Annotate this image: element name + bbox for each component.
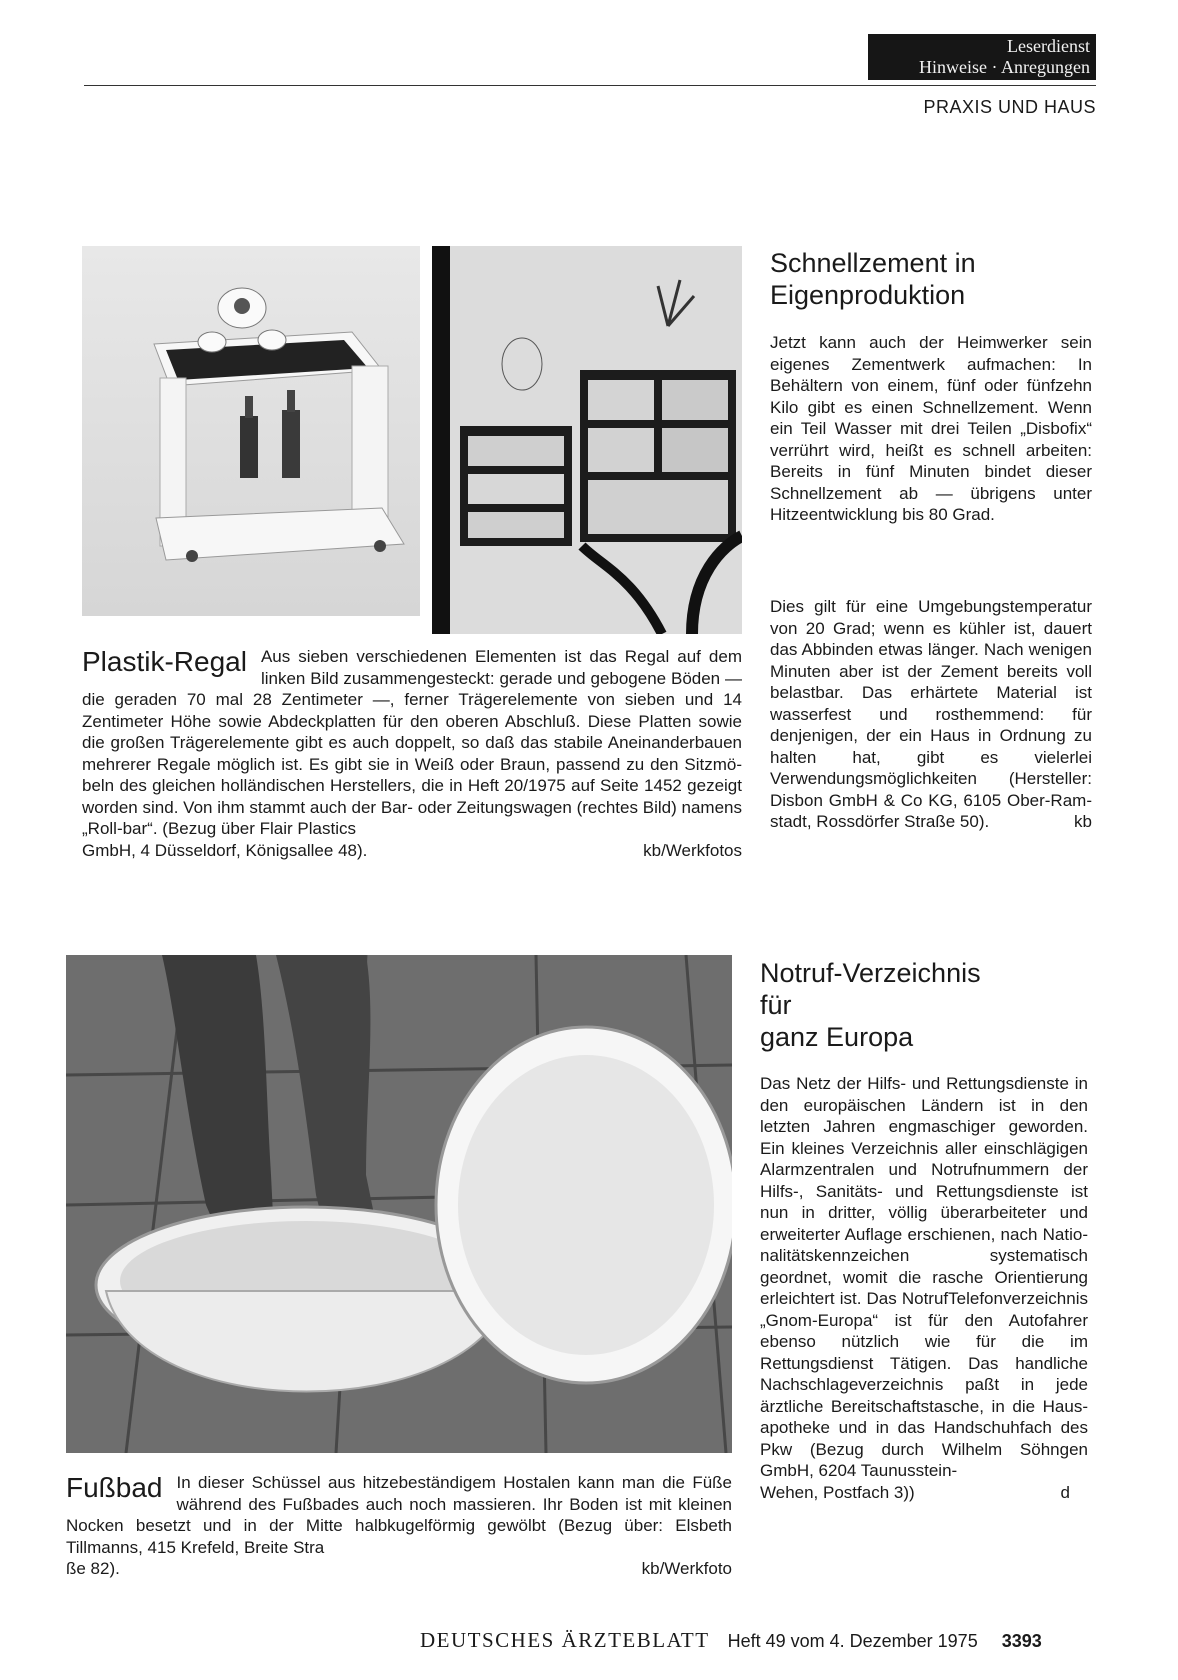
plastik-regal-caption: [82, 646, 742, 861]
schnellzement-signature: kb: [1074, 812, 1092, 831]
fussbad-last-line: ße 82).: [66, 1559, 120, 1578]
notruf-last-line: Wehen, Postfach 3)): [760, 1482, 915, 1502]
schnellzement-body: [770, 332, 1092, 526]
plastik-regal-last-line: GmbH, 4 Düsseldorf, Königsallee 48).: [82, 840, 368, 860]
plastik-regal-credit: kb/Werkfotos: [643, 840, 742, 860]
schnellzement-headline: [770, 248, 1100, 312]
schnellzement-paragraph-2-text: Dies gilt für eine Umgebungstemperatur von 20 Grad; wenn es kühler ist, dauert das Abbinden etwas länger. Nach wenigen Minuten aber ist der Zement bereits voll belastbar. Das erhärtete Material ist wasserfest und rosthemmend: für denjenigen, der ein Haus in Ordnung zu halten hat, gibt es vielerlei Verwendungsmöglichkeiten (Hersteller: Disbon GmbH & Co KG, 6105 Ober-Ramstadt, Rossdörfer Straße 50).: [770, 597, 1092, 831]
schnellzement-paragraph-2: [770, 596, 1092, 833]
header-rule: [84, 85, 1096, 86]
notruf-body: [760, 1073, 1088, 1503]
fussbad-caption: [66, 1472, 732, 1580]
plastik-regal-text: Aus sieben verschiedenen Elementen ist das Regal auf dem linken Bild zusammengesteckt: gerade und gebogene Böden — die geraden 70 mal 28 Zentimeter —, ferner Trägerelemente von sieben und 14 Zentimeter Höhe sowie Abdeckplatten für den oberen Abschluß. Diese Platten sowie die großen Trägerelemente gibt es auch doppelt, so daß das stabile Aneinanderbauen mehrerer Regale möglich ist. Es gibt sie in Weiß oder Braun, passend zu den Sitzmöbeln des gleichen holländischen Herstellers, die in Heft 20/1975 auf Seite 1452 gezeigt worden sind. Von ihm stammt auch der Bar- oder Zeitungswagen (rechtes Bild) namens „Roll-bar“. (Bezug über Flair Plastics: [82, 647, 742, 838]
plastik-regal-title: Plastik-Regal: [82, 646, 247, 677]
schnellzement-title-line-1: Schnellzement in: [770, 248, 976, 278]
fussbad-text: In dieser Schüssel aus hitzebeständigem Hostalen kann man die Füße während des Fußbades auch noch massieren. Ihr Boden ist mit kleinen Nocken besetzt und in der Mitte halbkugelförmig gewölbt (Bezug über: Elsbeth Tillmanns, 415 Krefeld, Breite Stra: [66, 1473, 732, 1557]
notruf-headline: [760, 958, 1090, 1054]
fussbad-last-row: [66, 1558, 732, 1580]
notruf-last-row: [760, 1482, 1088, 1504]
notruf-text: Das Netz der Hilfs- und Rettungsdienste in den europäischen Ländern ist in den letzten Jahren engmaschiger geworden. Ein kleines Verzeichnis aller einschlägigen Alarmzentralen und Notrufnummern der Hilfs-, Sanitäts- und Rettungsdienste ist nun in dritter, völlig überarbeiteter und erweiterter Auflage erschienen, nach Nationalitätskennzeichen systematisch geordnet, womit die rasche Orientierung erleichtert ist. Das NotrufTelefonverzeichnis „Gnom-Europa“ ist für den Autofahrer ebenso nützlich wie für die im Rettungsdienst Tätigen. Das handliche Nachschlageverzeichnis paßt in jede ärztliche Bereitschaftstasche, in die Hausapotheke und in das Handschuhfach des Pkw (Bezug durch Wilhelm Söhngen GmbH, 6204 Taunusstein-: [760, 1074, 1088, 1480]
photo-plastic-cart: [82, 246, 420, 616]
schnellzement-body-2: [770, 596, 1092, 833]
notruf-title-line-3: ganz Europa: [760, 1021, 914, 1052]
notruf-title-line-1: Notruf-Verzeichnis: [760, 958, 981, 988]
issue-info: Heft 49 vom 4. Dezember 1975: [727, 1631, 978, 1651]
plastik-regal-last-row: [82, 840, 742, 862]
page-footer: [420, 1628, 1100, 1658]
schnellzement-paragraph-1: Jetzt kann auch der Heimwerker sein eigenes Zementwerk aufmachen: In Behältern von einem, fünf oder fünfzehn Kilo gibt es einen Schnellzement. Wenn ein Teil Wasser mit drei Teilen „Disbofix“ verrührt wird, heißt es schnell arbeiten: Bereits in fünf Minuten bindet dieser Schnellzement ab — übrigens unter Hitzeentwicklung bis 80 Grad.: [770, 333, 1092, 524]
photo-foot-bath: [66, 955, 732, 1453]
journal-name: DEUTSCHES ÄRZTEBLATT: [420, 1628, 710, 1652]
notruf-signature: d: [1060, 1482, 1070, 1502]
schnellzement-title-line-2: Eigenproduktion: [770, 279, 966, 310]
fussbad-credit: kb/Werkfoto: [641, 1559, 732, 1578]
badge-line-2: Hinweise · Anregungen: [919, 57, 1090, 77]
leserdienst-badge: [868, 34, 1096, 80]
badge-line-1: Leserdienst: [1007, 36, 1090, 56]
page-number: 3393: [1001, 1631, 1042, 1651]
photo-shelf-system: [432, 246, 742, 634]
section-title: PRAXIS UND HAUS: [923, 97, 1096, 117]
notruf-title-line-2: für: [760, 989, 792, 1020]
fussbad-title: Fußbad: [66, 1472, 163, 1503]
